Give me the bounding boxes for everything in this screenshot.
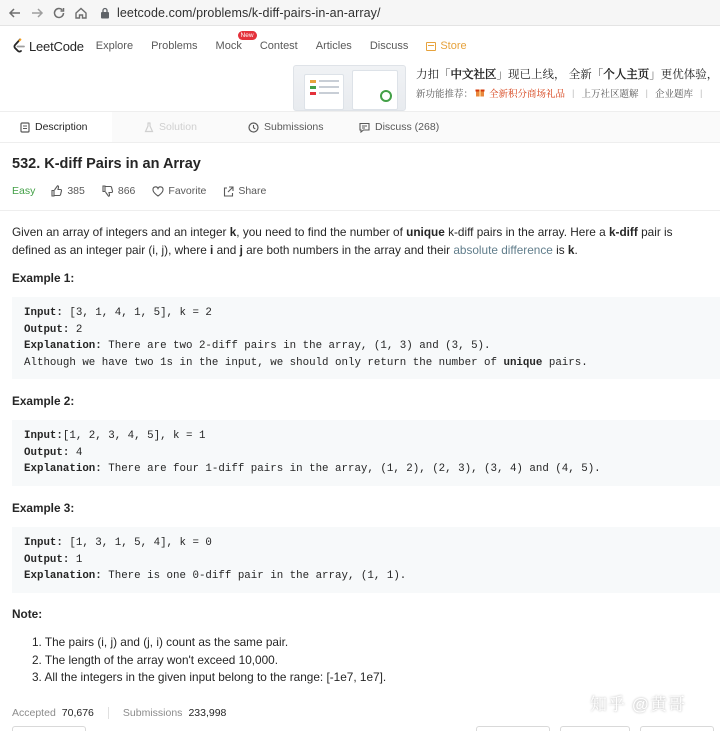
new-badge: New	[238, 31, 257, 40]
back-arrow-icon[interactable]	[4, 2, 26, 24]
difficulty-label: Easy	[12, 185, 36, 197]
promo-title-bold: 中文社区	[450, 69, 497, 81]
promo-title[interactable]	[416, 66, 718, 82]
dislike-count: 866	[117, 185, 136, 197]
list-item: 3. All the integers in the given input belong to the range: [-1e7, 1e7].	[32, 670, 387, 684]
divider	[0, 210, 720, 211]
clock-icon	[248, 122, 259, 133]
thumbs-down-icon	[102, 185, 114, 197]
browser-toolbar	[0, 0, 720, 26]
list-item: 1. The pairs (i, j) and (j, i) count as the same pair.	[32, 635, 289, 649]
promo-title-part: 」更优体验，	[649, 69, 719, 81]
flask-icon	[143, 122, 154, 133]
tab-description[interactable]	[0, 112, 112, 142]
promo-subline	[416, 86, 709, 100]
example-2-title: Example 2:	[12, 394, 75, 408]
promo-gift-link[interactable]: 全新积分商场礼品	[489, 89, 566, 100]
nav-store-label: Store	[440, 40, 467, 52]
bottom-button[interactable]	[476, 726, 550, 731]
example-3-title: Example 3:	[12, 501, 75, 515]
watermark: 知乎 @黄哥	[590, 695, 686, 714]
promo-title-bold: 个人主页	[603, 69, 650, 81]
problem-tabs	[0, 111, 720, 143]
promo-separator: |	[645, 87, 648, 99]
forward-arrow-icon[interactable]	[26, 2, 48, 24]
promo-solutions-link[interactable]: 上万社区题解	[581, 89, 639, 100]
problem-stats	[12, 707, 226, 719]
nav-discuss[interactable]: Discuss	[369, 40, 409, 52]
store-icon	[426, 42, 436, 51]
accepted-count: 70,676	[61, 707, 94, 719]
description-line-1: Given an array of integers and an integer k, you need to find the number of unique k-diff pairs in the array. Here a k-diff pair is	[12, 225, 673, 239]
promo-company-link[interactable]: 企业题库	[654, 89, 693, 100]
promo-separator: |	[700, 87, 703, 99]
home-icon[interactable]	[70, 2, 92, 24]
submissions-count: 233,998	[188, 707, 227, 719]
thumbs-up-icon	[51, 185, 63, 197]
bottom-button[interactable]	[12, 726, 86, 731]
promo-sub-label: 新功能推荐：	[416, 89, 474, 100]
address-bar[interactable]	[98, 2, 381, 24]
nav-articles[interactable]: Articles	[315, 40, 352, 52]
nav-mock-label: Mock	[215, 40, 242, 52]
submissions-label: Submissions	[122, 707, 183, 719]
list-item: 2. The length of the array won't exceed 10,000.	[32, 652, 279, 667]
example-1-title: Example 1:	[12, 271, 75, 285]
share-icon	[223, 186, 234, 197]
document-icon	[19, 122, 30, 133]
nav-explore[interactable]: Explore	[95, 40, 134, 52]
description-line-2: defined as an integer pair (i, j), where i and j are both numbers in the array and their absolute difference is k.	[12, 243, 578, 257]
nav-contest[interactable]: Contest	[259, 40, 298, 52]
lock-icon	[98, 6, 112, 20]
promo-separator: |	[572, 87, 575, 99]
nav-store[interactable]	[426, 40, 466, 52]
example-1-code: Input: [3, 1, 4, 1, 5], k = 2 Output: 2 Explanation: There are two 2-diff pairs in the array, (1, 3) and (3, 5). Although we have two 1s in the input, we should only return the number of unique pairs.	[12, 297, 720, 379]
tab-submissions[interactable]	[248, 112, 324, 142]
logo-text: LeetCode	[29, 38, 84, 54]
leetcode-logo[interactable]	[12, 38, 84, 54]
dislike-button[interactable]	[102, 185, 136, 197]
heart-icon	[152, 186, 164, 197]
tab-description-label: Description	[35, 121, 88, 133]
site-header	[0, 26, 720, 66]
note-list	[32, 634, 386, 687]
tab-discuss-label: Discuss (268)	[375, 121, 440, 133]
like-button[interactable]	[51, 185, 85, 197]
nav-problems[interactable]: Problems	[151, 40, 198, 52]
bottom-button[interactable]	[560, 726, 630, 731]
stats-divider	[108, 707, 109, 719]
problem-meta	[12, 184, 283, 198]
note-title: Note:	[12, 607, 43, 621]
promo-image[interactable]	[293, 65, 406, 111]
favorite-button[interactable]	[152, 185, 206, 197]
main-nav	[95, 32, 485, 52]
gift-icon	[475, 87, 485, 100]
example-3-code: Input: [1, 3, 1, 5, 4], k = 0 Output: 1 Explanation: There is one 0-diff pair in the array, (1, 1).	[12, 527, 720, 593]
tab-discuss[interactable]	[359, 112, 439, 142]
tab-solution-label: Solution	[159, 121, 197, 133]
promo-title-part: 」现已上线， 全新「	[496, 69, 604, 81]
comment-icon	[359, 122, 370, 133]
tab-submissions-label: Submissions	[264, 121, 324, 133]
leetcode-logo-icon	[12, 38, 26, 54]
absolute-difference-link[interactable]: absolute difference	[453, 243, 553, 257]
problem-title: 532. K-diff Pairs in an Array	[12, 156, 201, 172]
like-count: 385	[67, 185, 85, 197]
share-label: Share	[238, 185, 267, 197]
problem-description	[12, 223, 712, 259]
bottom-button[interactable]	[640, 726, 714, 731]
example-2-code: Input:[1, 2, 3, 4, 5], k = 1 Output: 4 Explanation: There are four 1-diff pairs in the array, (1, 2), (2, 3), (3, 4) and (4, 5).	[12, 420, 720, 486]
share-button[interactable]	[223, 185, 266, 197]
url-text: leetcode.com/problems/k-diff-pairs-in-an-array/	[117, 5, 381, 20]
reload-icon[interactable]	[48, 2, 70, 24]
nav-mock[interactable]	[215, 32, 254, 52]
accepted-label: Accepted	[12, 707, 56, 719]
promo-title-part: 力扣「	[416, 69, 451, 81]
tab-solution[interactable]	[143, 112, 197, 142]
favorite-label: Favorite	[168, 185, 207, 197]
